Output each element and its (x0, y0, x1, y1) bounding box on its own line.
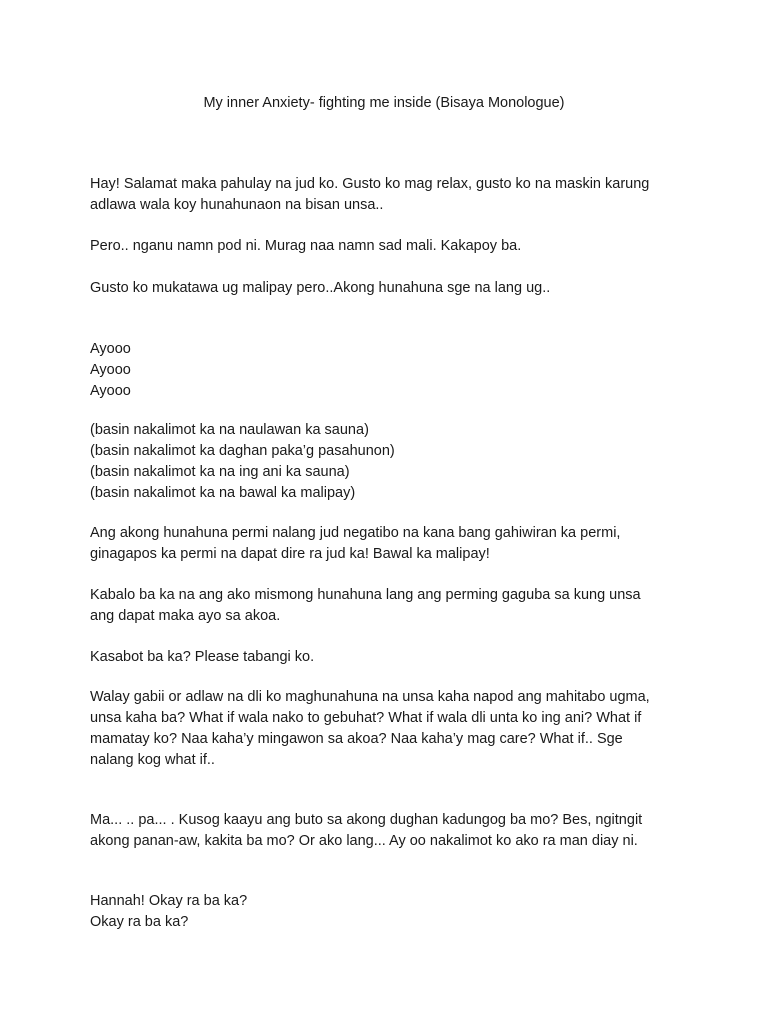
paragraph-block (90, 236, 690, 257)
paragraph-block (90, 420, 690, 504)
paragraph-block (90, 647, 690, 668)
paragraph: Gusto ko mukatawa ug malipay pero..Akong hunahuna sge na lang ug.. (90, 280, 551, 296)
paragraph-block (90, 891, 690, 933)
paragraph: Kasabot ba ka? Please tabangi ko. (90, 649, 315, 665)
paragraph-block (90, 278, 690, 299)
paragraph: Hannah! Okay ra ba ka? Okay ra ba ka? (90, 893, 248, 930)
paragraph-intro (90, 174, 690, 216)
paragraph: Ang akong hunahuna permi nalang jud negatibo na kana bang gahiwiran ka permi, ginagapos ka permi na dapat dire ra jud ka! Bawal ka malipay! (90, 525, 621, 562)
paragraph: Hay! Salamat maka pahulay na jud ko. Gusto ko mag relax, gusto ko na maskin karung adlawa wala koy hunahunaon na bisan unsa.. (90, 176, 650, 213)
paragraph: Ma... .. pa... . Kusog kaayu ang buto sa akong dughan kadungog ba mo? Bes, ngitngit akong panan-aw, kakita ba mo? Or ako lang... Ay oo nakalimot ko ako ra man diay ni. (90, 812, 643, 849)
paragraph: (basin nakalimot ka na naulawan ka sauna) (basin nakalimot ka daghan paka’g pasahunon) (basin nakalimot ka na ing ani ka sauna) (basin nakalimot ka na bawal ka malipay) (90, 422, 395, 501)
paragraph: Walay gabii or adlaw na dli ko maghunahuna na unsa kaha napod ang mahitabo ugma, unsa kaha ba? What if wala nako to gebuhat? What if wala dli unta ko ing ani? What if mamatay ko? Naa kaha’y mingawon sa akoa? Naa kaha’y mag care? What if.. Sge nalang kog what if.. (90, 689, 650, 768)
document-title: My inner Anxiety- fighting me inside (Bisaya Monologue) (203, 95, 565, 111)
paragraph: Pero.. nganu namn pod ni. Murag naa namn sad mali. Kakapoy ba. (90, 238, 522, 254)
paragraph-block (90, 523, 690, 565)
paragraph-block (90, 585, 690, 627)
paragraph: Ayooo Ayooo Ayooo (90, 341, 131, 399)
paragraph-block (90, 687, 690, 771)
paragraph: Kabalo ba ka na ang ako mismong hunahuna lang ang perming gaguba sa kung unsa ang dapat maka ayo sa akoa. (90, 587, 641, 624)
paragraph-block (90, 810, 690, 852)
paragraph-block (90, 339, 690, 402)
